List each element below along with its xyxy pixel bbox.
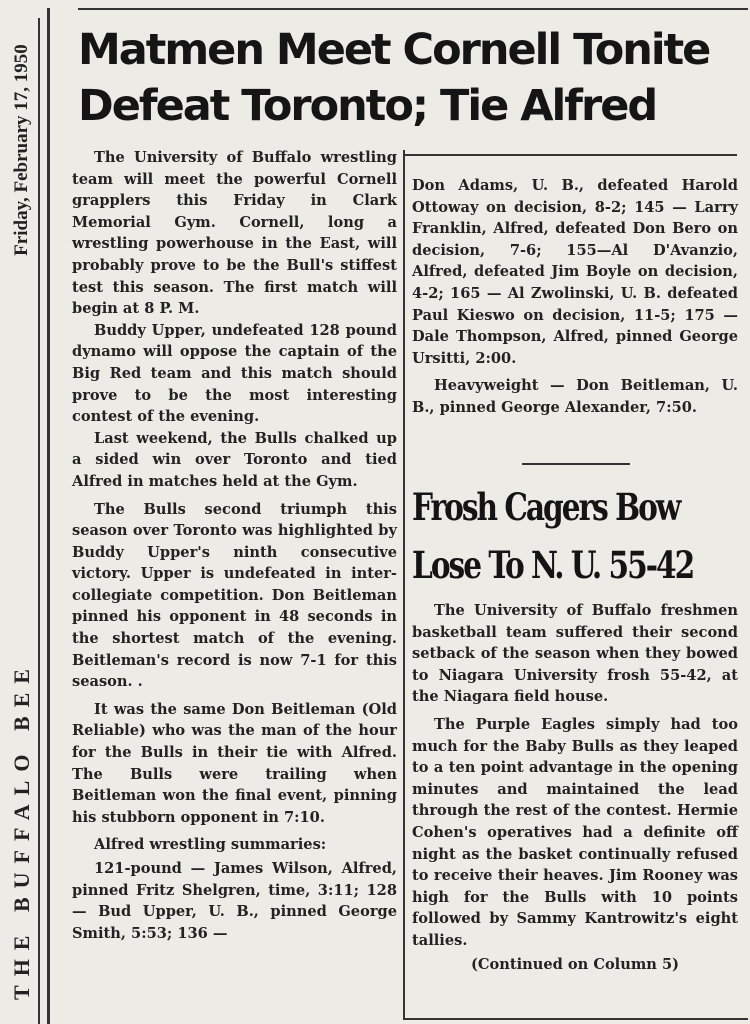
article-paragraph: Last weekend, the Bulls chalked up a sided win over Toronto and tied Alfred in matches held at the Gym. [72, 429, 397, 490]
wrestling-article-column1 [72, 147, 397, 944]
article-paragraph: Don Adams, U. B., defeated Harold Ottoway on decision, 8-2; 145 — Larry Franklin, Alfred, defeated Don Bero on decision, 7-6; 155—Al D'Avanzio, Alfred, defeated Jim Boyle on decision, 4-2; 165 — Al Zwolinski, U. B. defeated Paul Kieswo on decision, 11-5; 175 — Dale Thompson, Alfred, pinned George Ursitti, 2:00. [412, 177, 738, 367]
sidebar-rule-right [47, 8, 50, 1024]
sidebar-rule-left [38, 18, 40, 1024]
issue-date: Friday, February 17, 1950 [11, 44, 32, 256]
frosh-headline-line1: Frosh Cagers Bow [412, 485, 680, 529]
article-paragraph: The Purple Eagles simply had too much for the Baby Bulls as they leaped to a ten point advantage in the opening minutes and maintained the lead through the rest of the contest. Hermie Cohen's operatives had a definite off night as the basket continually refused to receive their heaves. Jim Rooney was high for the Bulls with 10 points followed by Sammy Kantrowitz's eight tallies. [412, 715, 738, 949]
article-paragraph: Buddy Upper, undefeated 128 pound dynamo will oppose the captain of the Big Red team and this match should prove to be the most interesting contest of the evening. [72, 321, 397, 426]
article-paragraph: The Bulls second triumph this season over Toronto was highlighted by Buddy Upper's ninth consecutive victory. Upper is undefeated in inter-collegiate competition. Don Beitleman pinned his opponent in 48 seconds in the shortest match of the evening. Beitleman's record is now 7-1 for this season. . [72, 500, 397, 691]
column2-top-rule [403, 154, 737, 156]
column-divider [403, 150, 405, 1018]
article-paragraph: Heavyweight — Don Beitleman, U. B., pinned George Alexander, 7:50. [412, 377, 738, 416]
continued-note: (Continued on Column 5) [470, 955, 680, 973]
article-paragraph: Alfred wrestling summaries: [94, 836, 327, 854]
main-headline-line2: Defeat Toronto; Tie Alfred [78, 81, 657, 131]
article-paragraph: The University of Buffalo wrestling team will meet the powerful Cornell grapplers this Friday in Clark Memorial Gym. Cornell, long a wrestling powerhouse in the East, will probably prove to be the Bull's stiffest test this season. The first match will begin at 8 P. M. [72, 149, 397, 318]
newspaper-name: THE BUFFALO BEE [9, 660, 34, 1000]
article-paragraph: It was the same Don Beitleman (Old Reliable) who was the man of the hour for the Bulls in their tie with Alfred. The Bulls were trailing when Beitleman won the final event, pinning his stubborn opponent in 7:10. [72, 700, 397, 826]
main-headline [78, 22, 743, 134]
wrestling-article-column2 [412, 175, 738, 419]
article-separator-rule [522, 463, 630, 465]
bottom-rule [403, 1018, 748, 1020]
article-paragraph: The University of Buffalo freshmen basketball team suffered their second setback of the season when they bowed to Niagara University frosh 55-42, at the Niagara field house. [412, 602, 738, 706]
frosh-headline-line2: Lose To N. U. 55-42 [412, 543, 694, 587]
article-paragraph: 121-pound — James Wilson, Alfred, pinned Fritz Shelgren, time, 3:11; 128 — Bud Upper, U. B., pinned George Smith, 5:53; 136 — [72, 860, 397, 942]
frosh-headline [412, 478, 694, 594]
main-headline-line1: Matmen Meet Cornell Tonite [78, 25, 710, 75]
top-rule [78, 8, 748, 10]
frosh-article [412, 600, 738, 975]
